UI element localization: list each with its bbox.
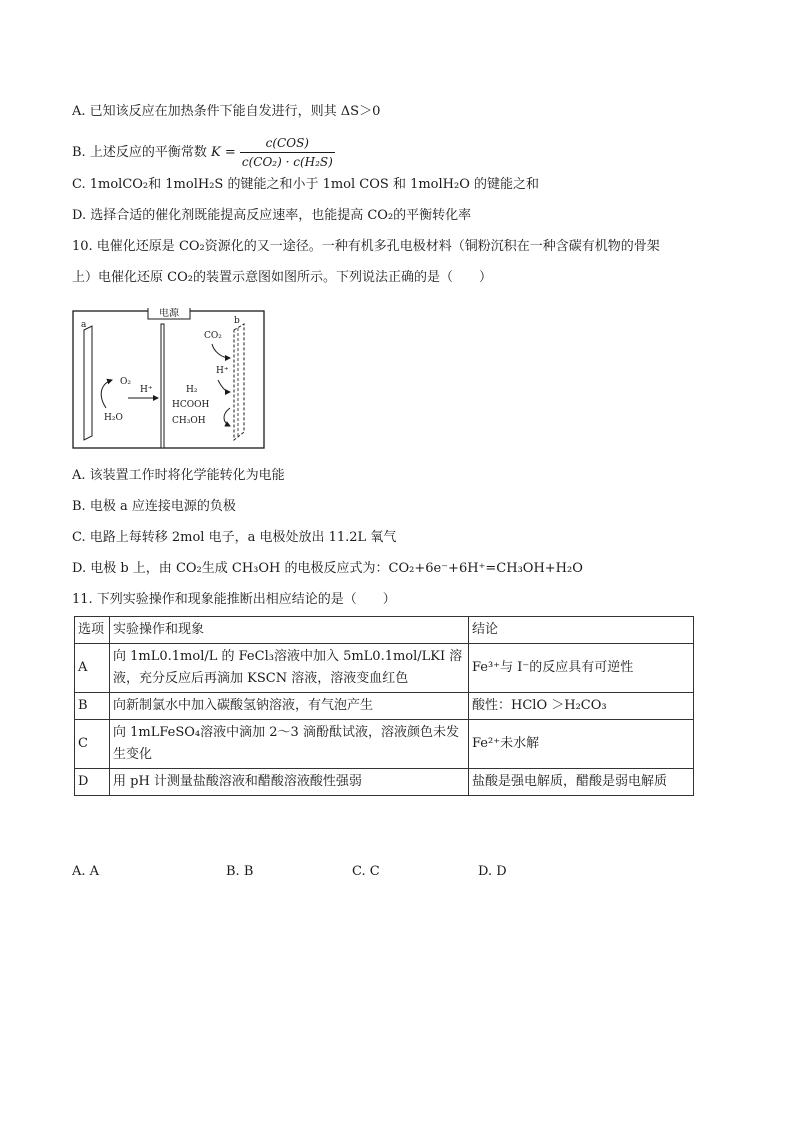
q11-answer-options	[72, 864, 572, 884]
electrode-a	[84, 326, 92, 440]
electrolysis-diagram	[72, 308, 266, 450]
answer-option-c[interactable]: C. C	[352, 864, 380, 879]
row-a-conclusion: Fe³⁺与 I⁻的反应具有可逆性	[469, 644, 694, 693]
header-conclusion: 结论	[469, 617, 694, 644]
q10-stem-line1: 10. 电催化还原是 CO₂资源化的又一途径。一种有机多孔电极材料（铜粉沉积在一种含碳有机物的骨架	[72, 239, 660, 254]
hplus-mid-label: H⁺	[140, 385, 153, 395]
hplus-right-label: H⁺	[216, 366, 229, 376]
experiment-table	[74, 616, 694, 796]
row-a-option: A	[75, 644, 110, 693]
fraction-denominator: c(CO₂) · c(H₂S)	[240, 152, 335, 171]
co2-arrow	[212, 344, 230, 358]
equilibrium-constant-symbol: K =	[210, 145, 236, 160]
q10-option-c: C. 电路上每转移 2mol 电子，a 电极处放出 11.2L 氧气	[72, 530, 397, 545]
electrode-b	[234, 324, 244, 440]
row-d-operation: 用 pH 计测量盐酸溶液和醋酸溶液酸性强弱	[110, 769, 469, 796]
equilibrium-constant-fraction	[240, 134, 335, 171]
membrane	[161, 324, 164, 448]
row-c-option: C	[75, 720, 110, 769]
hplus-right-arrow	[218, 380, 230, 392]
q9-option-b	[72, 134, 335, 171]
table-row	[75, 644, 694, 693]
h2o-label: H₂O	[104, 413, 123, 423]
q10-option-a: A. 该装置工作时将化学能转化为电能	[72, 468, 285, 483]
product-hcooh: HCOOH	[172, 400, 210, 410]
header-operation: 实验操作和现象	[110, 617, 469, 644]
electrode-a-label: a	[81, 320, 87, 330]
answer-option-b[interactable]: B. B	[226, 864, 254, 879]
answer-option-a[interactable]: A. A	[72, 864, 100, 879]
row-b-option: B	[75, 693, 110, 720]
product-arrow	[224, 408, 230, 426]
h2o-to-o2-arrow	[101, 380, 112, 408]
q9-option-a: A. 已知该反应在加热条件下能自发进行，则其 ΔS＞0	[72, 104, 381, 119]
o2-label: O₂	[120, 377, 131, 387]
row-c-conclusion: Fe²⁺未水解	[469, 720, 694, 769]
q9-option-c: C. 1molCO₂和 1molH₂S 的键能之和小于 1mol COS 和 1molH₂O 的键能之和	[72, 177, 539, 192]
table-row	[75, 693, 694, 720]
header-option: 选项	[75, 617, 110, 644]
answer-option-d[interactable]: D. D	[478, 864, 507, 879]
q9-option-d: D. 选择合适的催化剂既能提高反应速率，也能提高 CO₂的平衡转化率	[72, 208, 472, 223]
q9-option-b-prefix: B. 上述反应的平衡常数	[72, 145, 207, 160]
row-b-operation: 向新制氯水中加入碳酸氢钠溶液，有气泡产生	[110, 693, 469, 720]
product-h2: H₂	[186, 385, 198, 395]
table-row	[75, 720, 694, 769]
q10-stem-line2: 上）电催化还原 CO₂的装置示意图如图所示。下列说法正确的是（ ）	[72, 270, 492, 285]
co2-label: CO₂	[204, 331, 222, 341]
row-a-operation: 向 1mL0.1mol/L 的 FeCl₃溶液中加入 5mL0.1mol/LKI 溶液，充分反应后再滴加 KSCN 溶液，溶液变血红色	[110, 644, 469, 693]
table-row	[75, 769, 694, 796]
row-d-conclusion: 盐酸是强电解质，醋酸是弱电解质	[469, 769, 694, 796]
q11-stem: 11. 下列实验操作和现象能推断出相应结论的是（ ）	[72, 592, 396, 607]
q10-option-d: D. 电极 b 上，由 CO₂生成 CH₃OH 的电极反应式为：CO₂+6e⁻+6H⁺=CH₃OH+H₂O	[72, 561, 583, 576]
q10-option-b: B. 电极 a 应连接电源的负极	[72, 499, 236, 514]
table-header-row	[75, 617, 694, 644]
row-d-option: D	[75, 769, 110, 796]
fraction-numerator: c(COS)	[265, 136, 309, 150]
power-supply-label: 电源	[159, 308, 179, 319]
row-b-conclusion: 酸性：HClO ＞H₂CO₃	[469, 693, 694, 720]
row-c-operation: 向 1mLFeSO₄溶液中滴加 2～3 滴酚酞试液，溶液颜色未发生变化	[110, 720, 469, 769]
electrode-b-label: b	[234, 316, 240, 326]
product-ch3oh: CH₃OH	[172, 416, 206, 426]
